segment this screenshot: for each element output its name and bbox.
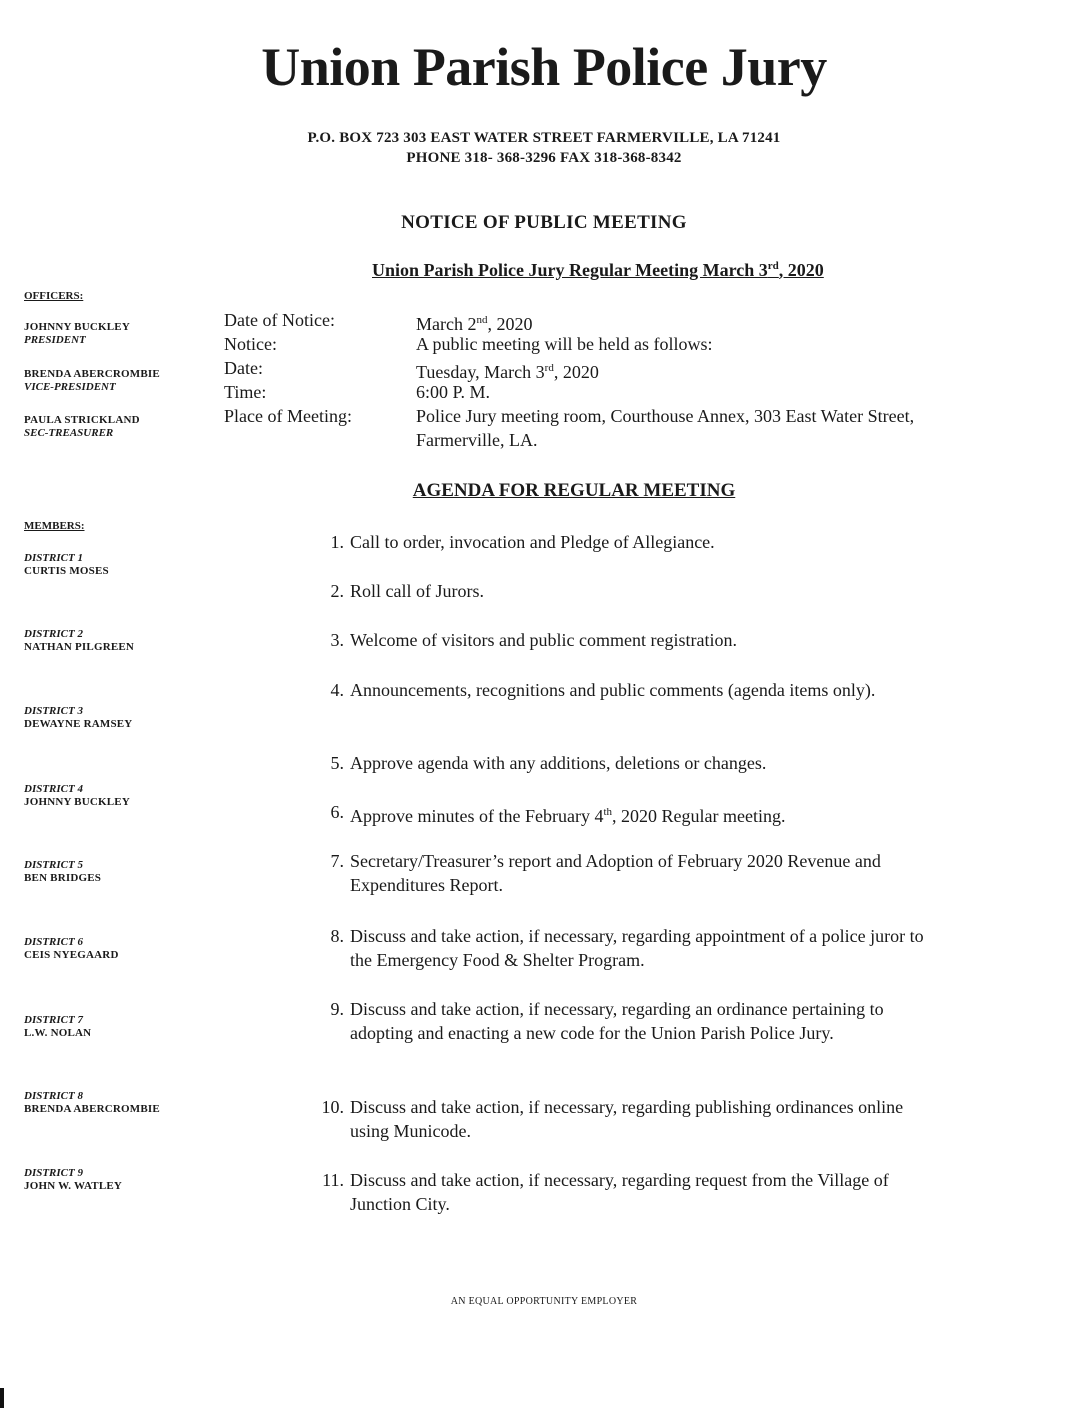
- agenda-item-text-part: , 2020 Regular meeting.: [612, 806, 786, 826]
- agenda-item-number: 1.: [330, 532, 344, 552]
- officer-entry: [24, 414, 204, 440]
- member-entry: [24, 705, 204, 731]
- agenda-item-text: Roll call of Jurors.: [350, 581, 484, 601]
- member-district: DISTRICT 4: [24, 783, 83, 795]
- place-value: Police Jury meeting room, Courthouse Annex, 303 East Water Street, Farmerville, LA.: [416, 406, 915, 450]
- member-entry: [24, 552, 204, 578]
- member-district: DISTRICT 6: [24, 936, 83, 948]
- officer-role: VICE-PRESIDENT: [24, 381, 116, 393]
- notice-label: Notice:: [224, 334, 277, 354]
- officer-entry: [24, 368, 204, 394]
- detail-row-time: [224, 380, 944, 404]
- member-entry: [24, 859, 204, 885]
- member-entry: [24, 1167, 204, 1193]
- date-of-notice-sup: nd: [476, 314, 488, 326]
- member-entry: [24, 1014, 204, 1040]
- officer-name: BRENDA ABERCROMBIE: [24, 368, 160, 380]
- date-of-notice-label: Date of Notice:: [224, 310, 335, 330]
- officers-heading: OFFICERS:: [24, 290, 84, 302]
- meeting-title: [372, 260, 932, 281]
- agenda-item-text: Approve agenda with any additions, deletions or changes.: [350, 753, 767, 773]
- agenda-item-text: [350, 800, 930, 828]
- notice-title: NOTICE OF PUBLIC MEETING: [401, 212, 687, 233]
- member-district: DISTRICT 9: [24, 1167, 83, 1179]
- meeting-title-suffix: , 2020: [778, 260, 824, 280]
- detail-row-place: [224, 404, 944, 452]
- member-district: DISTRICT 8: [24, 1090, 83, 1102]
- member-district: DISTRICT 3: [24, 705, 83, 717]
- date-label: Date:: [224, 358, 263, 378]
- agenda-item-number: 7.: [330, 851, 344, 871]
- letterhead-phone: PHONE 318- 368-3296 FAX 318-368-8342: [406, 150, 682, 166]
- date-suffix: , 2020: [553, 362, 599, 382]
- member-name: CEIS NYEGAARD: [24, 949, 119, 961]
- time-value: 6:00 P. M.: [416, 382, 491, 402]
- agenda-item-number: 5.: [330, 753, 344, 773]
- member-district: DISTRICT 7: [24, 1014, 83, 1026]
- agenda-item-number: 2.: [330, 581, 344, 601]
- letterhead-title: Union Parish Police Jury: [261, 37, 827, 97]
- officer-name: JOHNNY BUCKLEY: [24, 321, 130, 333]
- agenda-item-text: Call to order, invocation and Pledge of Allegiance.: [350, 532, 715, 552]
- officer-entry: [24, 321, 204, 347]
- agenda-title: AGENDA FOR REGULAR MEETING: [412, 480, 736, 501]
- member-name: CURTIS MOSES: [24, 565, 109, 577]
- date-of-notice-suffix: , 2020: [487, 314, 533, 334]
- member-district: DISTRICT 5: [24, 859, 83, 871]
- scan-edge-mark: [0, 1388, 4, 1408]
- meeting-details: [224, 308, 944, 452]
- agenda-item-number: 4.: [330, 680, 344, 700]
- detail-row-date-of-notice: [224, 308, 944, 332]
- detail-row-date: [224, 356, 944, 380]
- agenda-item-number: 6.: [330, 802, 344, 822]
- agenda-item-text: Welcome of visitors and public comment registration.: [350, 630, 737, 650]
- agenda-item-number: 9.: [330, 999, 344, 1019]
- member-name: DEWAYNE RAMSEY: [24, 718, 133, 730]
- member-entry: [24, 783, 204, 809]
- member-name: L.W. NOLAN: [24, 1027, 92, 1039]
- notice-value: A public meeting will be held as follows:: [416, 334, 713, 354]
- agenda-item-number: 8.: [330, 926, 344, 946]
- agenda-item-text: Secretary/Treasurer’s report and Adoption of February 2020 Revenue and Expenditures Report.: [350, 851, 881, 895]
- member-district: DISTRICT 2: [24, 628, 83, 640]
- member-name: JOHNNY BUCKLEY: [24, 796, 130, 808]
- member-name: BEN BRIDGES: [24, 872, 102, 884]
- member-name: BRENDA ABERCROMBIE: [24, 1103, 160, 1115]
- member-name: NATHAN PILGREEN: [24, 641, 135, 653]
- date-text: Tuesday, March 3: [416, 362, 545, 382]
- member-entry: [24, 936, 204, 962]
- agenda-item-text: Discuss and take action, if necessary, regarding an ordinance pertaining to adopting and enacting a new code for the Union Parish Police Jury.: [350, 999, 884, 1043]
- agenda-item-number: 11.: [322, 1170, 344, 1190]
- agenda-item-number: 3.: [330, 630, 344, 650]
- agenda-item-text: Announcements, recognitions and public comments (agenda items only).: [350, 680, 876, 700]
- agenda-item-sup: th: [603, 806, 613, 818]
- date-of-notice-text: March 2: [416, 314, 477, 334]
- time-label: Time:: [224, 382, 267, 402]
- detail-row-notice: [224, 332, 944, 356]
- officer-role: SEC-TREASURER: [24, 427, 114, 439]
- agenda-item-text: Discuss and take action, if necessary, regarding publishing ordinances online using Municode.: [350, 1097, 904, 1141]
- meeting-title-sup: rd: [767, 260, 779, 272]
- agenda-item-number: 10.: [321, 1097, 344, 1117]
- agenda-item-text-part: Approve minutes of the February 4: [350, 806, 604, 826]
- agenda-item-text: Discuss and take action, if necessary, regarding appointment of a police juror to the Emergency Food & Shelter Program.: [350, 926, 924, 970]
- members-heading: MEMBERS:: [24, 520, 85, 532]
- member-name: JOHN W. WATLEY: [24, 1180, 123, 1192]
- letterhead-address: P.O. BOX 723 303 EAST WATER STREET FARMERVILLE, LA 71241: [307, 130, 781, 146]
- officer-name: PAULA STRICKLAND: [24, 414, 140, 426]
- agenda-item-text: Discuss and take action, if necessary, regarding request from the Village of Junction City.: [350, 1170, 889, 1214]
- member-entry: [24, 1090, 204, 1116]
- date-sup: rd: [544, 362, 554, 374]
- place-label: Place of Meeting:: [224, 406, 352, 426]
- officer-role: PRESIDENT: [24, 334, 86, 346]
- meeting-title-text: Union Parish Police Jury Regular Meeting March 3: [372, 260, 768, 280]
- member-district: DISTRICT 1: [24, 552, 83, 564]
- member-entry: [24, 628, 204, 654]
- footer-employer-note: AN EQUAL OPPORTUNITY EMPLOYER: [450, 1296, 638, 1307]
